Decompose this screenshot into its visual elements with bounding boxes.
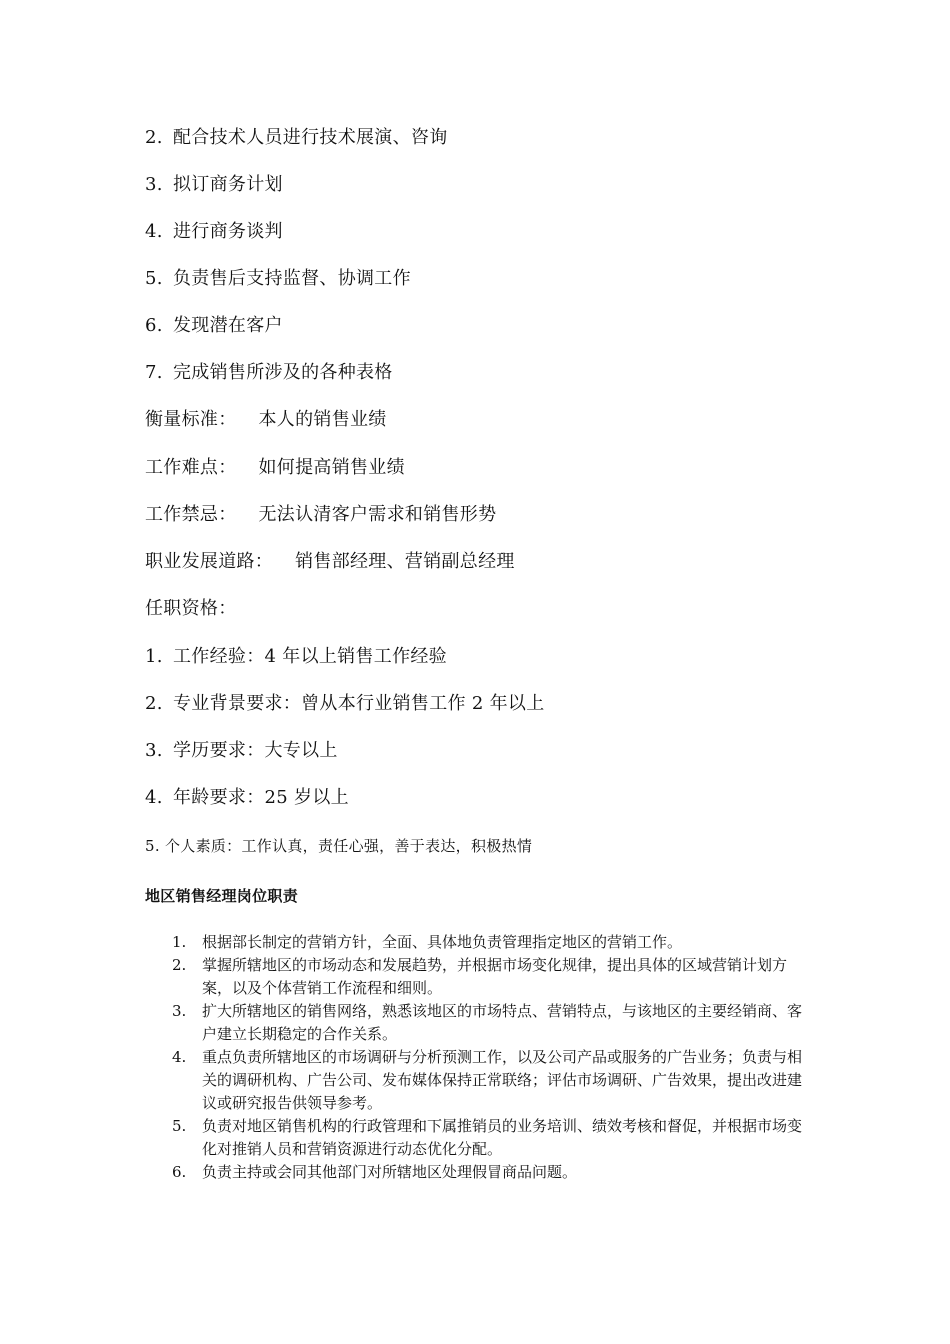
duty-item xyxy=(145,361,393,385)
field-value: 本人的销售业绩 xyxy=(258,409,387,430)
qualifications-title: 任职资格： xyxy=(145,598,237,619)
field-value: 无法认清客户需求和销售形势 xyxy=(258,504,497,525)
duty-text: 拟订商务计划 xyxy=(173,174,283,195)
field-taboo xyxy=(145,503,496,527)
list-number: 3. xyxy=(172,1002,187,1020)
qualification-number: 2. xyxy=(145,693,163,714)
duty-item xyxy=(145,314,283,338)
duty-text: 进行商务谈判 xyxy=(173,221,283,242)
list-text: 负责对地区销售机构的行政管理和下属推销员的业务培训、绩效考核和督促，并根据市场变化对推销人员和营销资源进行动态优化分配。 xyxy=(202,1117,803,1158)
list-text: 根据部长制定的营销方针，全面、具体地负责管理指定地区的营销工作。 xyxy=(202,933,683,951)
duty-number: 6. xyxy=(145,315,163,336)
list-item xyxy=(172,931,812,954)
list-text: 负责主持或会同其他部门对所辖地区处理假冒商品问题。 xyxy=(202,1163,578,1181)
list-item xyxy=(172,1046,812,1115)
list-number: 4. xyxy=(172,1048,187,1066)
field-difficulty xyxy=(145,456,405,480)
duty-number: 7. xyxy=(145,362,163,383)
list-number: 1. xyxy=(172,933,187,951)
duty-item xyxy=(145,220,283,244)
field-measurement xyxy=(145,408,387,432)
duty-number: 4. xyxy=(145,221,163,242)
list-text: 扩大所辖地区的销售网络，熟悉该地区的市场特点、营销特点，与该地区的主要经销商、客户建立长期稳定的合作关系。 xyxy=(202,1002,803,1043)
list-item xyxy=(172,1115,812,1161)
duty-text: 配合技术人员进行技术展演、咨询 xyxy=(173,127,448,148)
list-item xyxy=(172,954,812,1000)
field-label: 衡量标准： xyxy=(145,409,237,430)
field-value: 销售部经理、营销副总经理 xyxy=(295,551,515,572)
list-number: 2. xyxy=(172,956,187,974)
qualification-item xyxy=(145,645,447,669)
duty-item xyxy=(145,173,283,197)
qualification-item xyxy=(145,692,545,716)
list-number: 5. xyxy=(172,1117,187,1135)
list-item xyxy=(172,1161,812,1184)
field-career-path xyxy=(145,550,515,574)
qualification-text: 专业背景要求：曾从本行业销售工作 2 年以上 xyxy=(173,693,545,714)
qualification-item xyxy=(145,739,338,763)
regional-manager-duties-list xyxy=(172,931,812,1184)
qualification-number: 3. xyxy=(145,740,163,761)
personal-quality: 5. 个人素质：工作认真，责任心强，善于表达，积极热情 xyxy=(145,837,533,855)
list-text: 掌握所辖地区的市场动态和发展趋势，并根据市场变化规律，提出具体的区域营销计划方案，以及个体营销工作流程和细则。 xyxy=(202,956,788,997)
field-label: 工作难点： xyxy=(145,457,237,478)
field-label: 职业发展道路： xyxy=(145,551,274,572)
list-number: 6. xyxy=(172,1163,187,1181)
section-heading: 地区销售经理岗位职责 xyxy=(145,887,299,905)
qualification-text: 工作经验：4 年以上销售工作经验 xyxy=(173,646,447,667)
duty-item xyxy=(145,126,448,150)
field-value: 如何提高销售业绩 xyxy=(258,457,405,478)
qualification-item xyxy=(145,786,349,810)
field-label: 工作禁忌： xyxy=(145,504,237,525)
duty-number: 2. xyxy=(145,127,163,148)
duty-text: 完成销售所涉及的各种表格 xyxy=(173,362,393,383)
duty-item xyxy=(145,267,411,291)
qualification-number: 1. xyxy=(145,646,163,667)
list-text: 重点负责所辖地区的市场调研与分析预测工作，以及公司产品或服务的广告业务；负责与相关的调研机构、广告公司、发布媒体保持正常联络；评估市场调研、广告效果，提出改进建议或研究报告供领导参考。 xyxy=(202,1048,803,1112)
qualification-text: 学历要求：大专以上 xyxy=(173,740,338,761)
duty-text: 负责售后支持监督、协调工作 xyxy=(173,268,411,289)
qualification-text: 年龄要求：25 岁以上 xyxy=(173,787,349,808)
duty-number: 5. xyxy=(145,268,163,289)
duty-text: 发现潜在客户 xyxy=(173,315,283,336)
qualification-number: 4. xyxy=(145,787,163,808)
list-item xyxy=(172,1000,812,1046)
duty-number: 3. xyxy=(145,174,163,195)
